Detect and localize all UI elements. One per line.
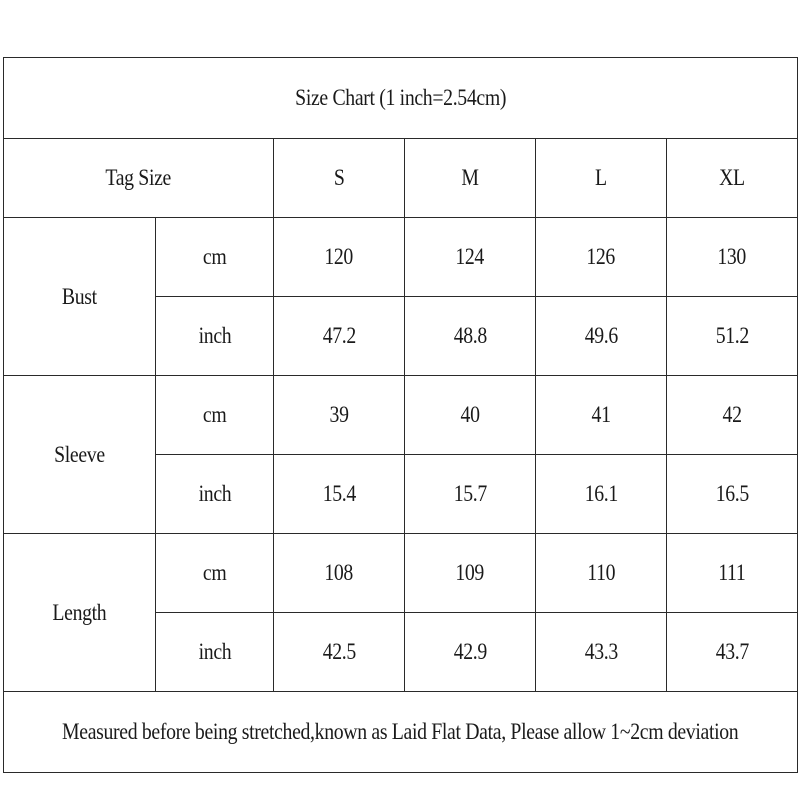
title-row	[4, 58, 798, 139]
value-cell: 108	[274, 534, 405, 613]
value-cell: 42.9	[405, 613, 536, 692]
value-cell: 111	[667, 534, 798, 613]
chart-title: Size Chart (1 inch=2.54cm)	[4, 58, 798, 139]
value-cell: 16.5	[667, 455, 798, 534]
measurement-name-sleeve: Sleeve	[4, 376, 156, 534]
value-cell: 39	[274, 376, 405, 455]
value-cell: 126	[536, 218, 667, 297]
value-cell: 124	[405, 218, 536, 297]
unit-cell: inch	[156, 613, 274, 692]
value-cell: 16.1	[536, 455, 667, 534]
value-cell: 110	[536, 534, 667, 613]
size-header-xl: XL	[667, 139, 798, 218]
size-header-s: S	[274, 139, 405, 218]
unit-cell: cm	[156, 534, 274, 613]
value-cell: 15.7	[405, 455, 536, 534]
value-cell: 42.5	[274, 613, 405, 692]
value-cell: 120	[274, 218, 405, 297]
value-cell: 51.2	[667, 297, 798, 376]
value-cell: 42	[667, 376, 798, 455]
note-row	[4, 692, 798, 773]
unit-cell: inch	[156, 455, 274, 534]
measurement-name-bust: Bust	[4, 218, 156, 376]
value-cell: 40	[405, 376, 536, 455]
unit-cell: inch	[156, 297, 274, 376]
unit-cell: cm	[156, 376, 274, 455]
value-cell: 130	[667, 218, 798, 297]
unit-cell: cm	[156, 218, 274, 297]
value-cell: 15.4	[274, 455, 405, 534]
table-row	[4, 218, 798, 297]
table-row	[4, 534, 798, 613]
header-row	[4, 139, 798, 218]
size-header-l: L	[536, 139, 667, 218]
value-cell: 43.3	[536, 613, 667, 692]
table-row	[4, 376, 798, 455]
value-cell: 49.6	[536, 297, 667, 376]
value-cell: 47.2	[274, 297, 405, 376]
tag-size-header: Tag Size	[4, 139, 274, 218]
measurement-note: Measured before being stretched,known as Laid Flat Data, Please allow 1~2cm deviation	[4, 692, 798, 773]
value-cell: 41	[536, 376, 667, 455]
value-cell: 43.7	[667, 613, 798, 692]
size-header-m: M	[405, 139, 536, 218]
value-cell: 48.8	[405, 297, 536, 376]
value-cell: 109	[405, 534, 536, 613]
size-chart-table	[3, 57, 798, 773]
measurement-name-length: Length	[4, 534, 156, 692]
